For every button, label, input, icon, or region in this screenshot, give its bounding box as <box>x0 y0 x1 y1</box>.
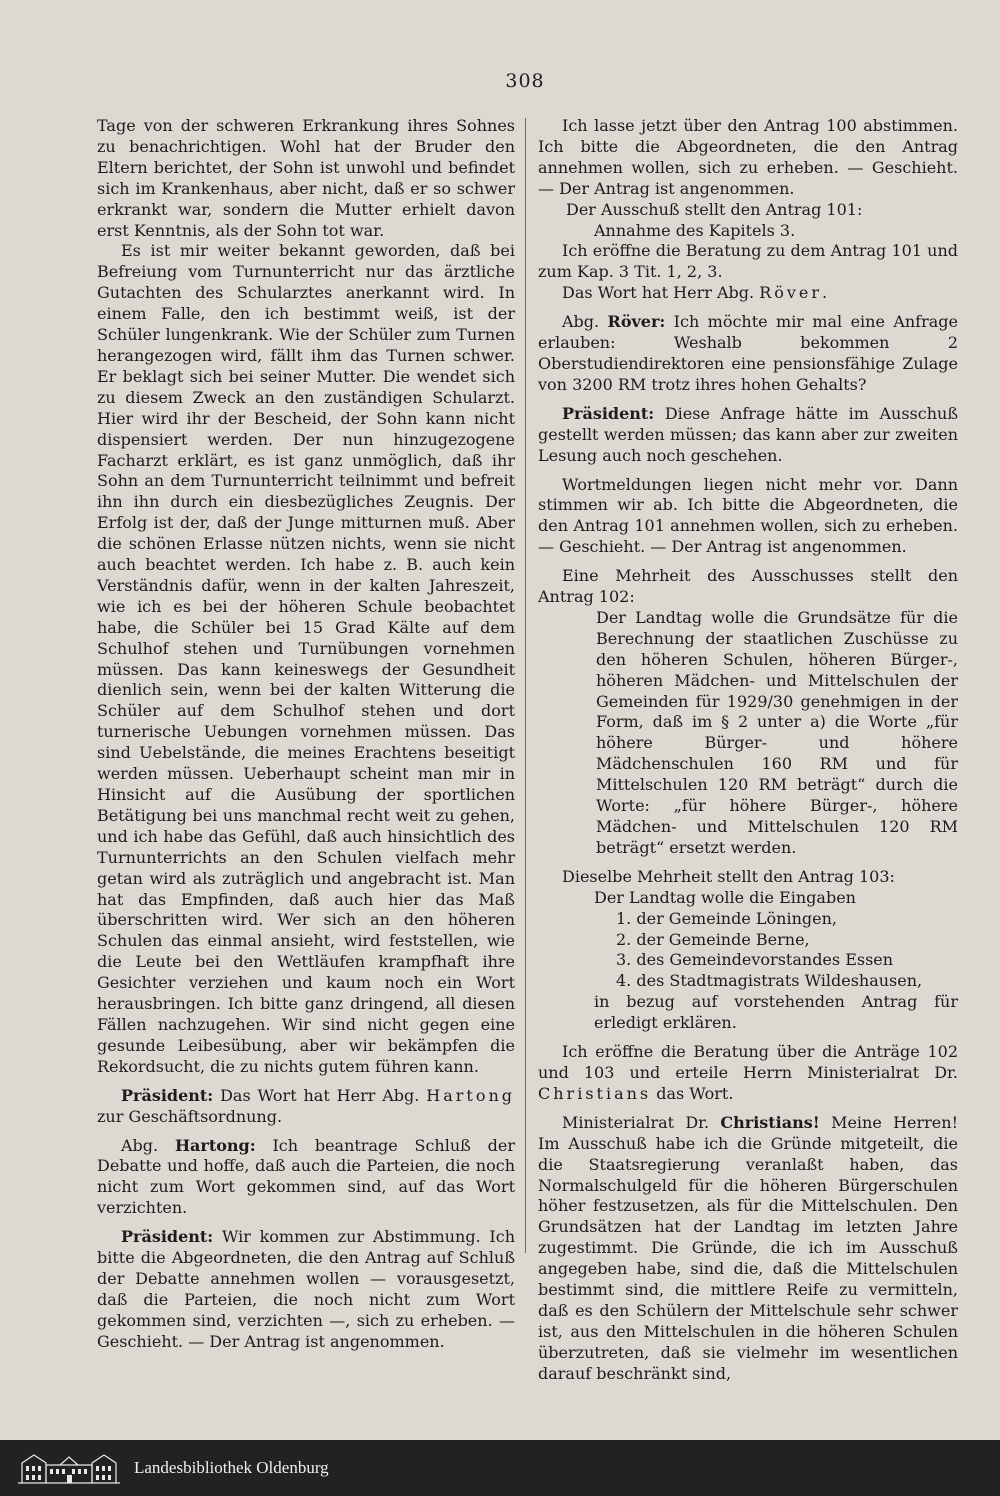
speaker-label: Christians! <box>720 1112 820 1132</box>
library-building-icon <box>16 1451 122 1485</box>
paragraph: Wortmeldungen liegen nicht mehr vor. Dann stimmen wir ab. Ich bitte die Abgeordneten, die den Antrag 101 annehmen wollen, sich zu erheben. — Geschieht. — Der Antrag ist angenommen. <box>538 474 958 557</box>
right-column <box>538 116 958 1385</box>
speaker-label: Röver: <box>607 312 666 332</box>
list-item: 4. des Stadtmagistrats Wildeshausen, <box>616 971 923 991</box>
petition-list <box>538 909 958 993</box>
speaker-name: Christians <box>538 1083 652 1103</box>
paragraph: Dieselbe Mehrheit stellt den Antrag 103: <box>562 866 895 886</box>
footer-bar <box>0 1440 1000 1496</box>
paragraph: in bezug auf vorstehenden Antrag für erledigt erklären. <box>594 992 958 1033</box>
page-number: 308 <box>505 70 545 92</box>
paragraph: Ministerialrat Dr. Christians! Meine Herren! Im Ausschuß habe ich die Gründe mitgeteilt, die die Staatsregierung veranlaßt haben, das Normalschulgeld für die höheren Bürgerschulen höher festzusetzen, als für die Mittelschulen. Den Grundsätzen hat der Landtag im letzten Jahre zugestimmt. Die Gründe, die ich im Ausschuß angegeben habe, sind die, daß die Mittelschulen bestimmt sind, die mittlere Reife zu vermitteln, daß es den Schülern der Mittelschule sehr schwer ist, aus den Mittelschulen in die höheren Schulen überzutreten, daß sie vielmehr im wesentlichen darauf beschränkt sind, <box>538 1112 958 1383</box>
paragraph: Präsident: Wir kommen zur Abstimmung. Ich bitte die Abgeordneten, die den Antrag auf Schluß der Debatte annehmen wollen — vorausgesetzt, daß die Parteien, die noch nicht zum Wort gekommen sind, verzichten —, sich zu erheben. — Geschieht. — Der Antrag ist angenommen. <box>97 1227 515 1351</box>
speaker-label: Präsident: <box>562 403 655 423</box>
paragraph: Ich lasse jetzt über den Antrag 100 abstimmen. Ich bitte die Abgeordneten, die den Antrag annehmen wollen, sich zu erheben. — Geschieht. — Der Antrag ist angenommen. <box>538 116 958 198</box>
paragraph: Der Landtag wolle die Eingaben <box>594 887 856 907</box>
paragraph: Präsident: Diese Anfrage hätte im Ausschuß gestellt werden müssen; das kann aber zur zweiten Lesung auch noch geschehen. <box>538 403 958 465</box>
list-item: 3. des Gemeindevorstandes Essen <box>616 950 894 970</box>
paragraph: Annahme des Kapitels 3. <box>594 220 796 240</box>
paragraph: Ich eröffne die Beratung über die Anträge 102 und 103 und erteile Herrn Ministerialrat Dr. Christians das Wort. <box>538 1042 958 1103</box>
list-item: 1. der Gemeinde Löningen, <box>616 908 837 928</box>
speaker-name: Röver <box>759 283 823 303</box>
speaker-label: Präsident: <box>121 1085 214 1105</box>
paragraph: Abg. Hartong: Ich beantrage Schluß der Debatte und hoffe, daß auch die Parteien, die noch nicht zum Wort gekommen sind, auf das Wort verzichten. <box>97 1135 515 1218</box>
library-name: Landesbibliothek Oldenburg <box>134 1458 329 1477</box>
paragraph: Ich eröffne die Beratung zu dem Antrag 101 und zum Kap. 3 Tit. 1, 2, 3. <box>538 241 958 282</box>
paragraph: Der Ausschuß stellt den Antrag 101: <box>566 199 863 219</box>
paragraph: Abg. Röver: Ich möchte mir mal eine Anfrage erlauben: Weshalb bekommen 2 Oberstudiendirektoren eine pensionsfähige Zulage von 3200 RM trotz ihres hohen Gehalts? <box>538 312 958 394</box>
list-item: 2. der Gemeinde Berne, <box>616 929 810 949</box>
left-column <box>97 116 515 1353</box>
paragraph: Das Wort hat Herr Abg. Röver. <box>562 283 828 303</box>
speaker-label: Hartong: <box>174 1135 256 1155</box>
column-divider <box>525 118 526 1253</box>
paragraph: Tage von der schweren Erkrankung ihres Sohnes zu benachrichtigen. Wohl hat der Bruder den Eltern berichtet, der Sohn ist unwohl und befindet sich im Krankenhaus, aber nicht, daß er so schwer erkrankt war, sondern die Mutter erhielt davon erst Kenntnis, als der Sohn tot war. <box>97 116 515 240</box>
speaker-name: Hartong <box>426 1085 515 1105</box>
speaker-label: Präsident: <box>121 1227 214 1247</box>
paragraph: Präsident: Das Wort hat Herr Abg. Hartong zur Geschäftsordnung. <box>97 1085 515 1126</box>
motion-text: Der Landtag wolle die Grundsätze für die Berechnung der staatlichen Zuschüsse zu den höheren Schulen, höheren Bürger-, höheren Mädchen- und Mittelschulen der Gemeinden für 1929/30 genehmigen in der Form, daß im § 2 unter a) die Worte „für höhere Bürger- und höhere Mädchenschulen 160 RM und für Mittelschulen 120 RM beträgt“ durch die Worte: „für höhere Bürger-, höhere Mädchen- und Mittelschulen 120 RM beträgt“ ersetzt werden. <box>596 607 958 857</box>
paragraph: Es ist mir weiter bekannt geworden, daß bei Befreiung vom Turnunterricht nur das ärztliche Gutachten des Schularztes anerkannt wird. In einem Falle, den ich bestimmt weiß, ist der Schüler lungenkrank. Wie der Schüler zum Turnen herangezogen wird, fällt ihm das Turnen schwer. Er beklagt sich bei seiner Mutter. Die wendet sich zu diesem Zweck an den zuständigen Schularzt. Hier wird ihr der Bescheid, der Sohn kann nicht dispensiert werden. Der nun hinzugezogene Facharzt erklärt, es ist ganz unmöglich, daß ihr Sohn an dem Turnunterricht teilnimmt und befreit ihn ihn durch ein diesbezügliches Zeugnis. Der Erfolg ist der, daß der Junge mitturnen muß. Aber die schönen Erlasse nützen nichts, wenn sie nicht auch beachtet werden. Ich habe z. B. auch kein Verständnis dafür, wenn in der kalten Jahreszeit, wie ich es bei der höheren Schule beobachtet habe, die Schüler bei 15 Grad Kälte auf dem Schulhof stehen und Turnübungen vornehmen müssen. Das kann keineswegs der Gesundheit dienlich sein, wenn bei der kalten Witterung die Schüler auf dem Schulhof stehen und dort turnerische Uebungen vornehmen müssen. Das sind Uebelstände, die meines Erachtens beseitigt werden müssen. Ueberhaupt scheint man mir in Hinsicht auf die Ausübung der sportlichen Betätigung bei uns manchmal recht weit zu gehen, und ich habe das Gefühl, daß auch hinsichtlich des Turnunterrichts an den Schulen vielfach mehr getan wird als zuträglich und angebracht ist. Man hat das Empfinden, daß auch hier das Maß überschritten wird. Wer sich an den höheren Schulen das einmal ansieht, wird feststellen, wie die Leute bei den Wettläufen krampfhaft ihre Gesichter verziehen und kaum noch ein Wort herausbringen. Ich bitte ganz dringend, all diesen Fällen nachzugehen. Wir sind nicht gegen eine gesunde Leibesübung, aber wir bekämpfen die Rekordsucht, die zu nichts gutem führen kann. <box>97 241 515 1076</box>
paragraph: Eine Mehrheit des Ausschusses stellt den Antrag 102: <box>538 566 958 607</box>
